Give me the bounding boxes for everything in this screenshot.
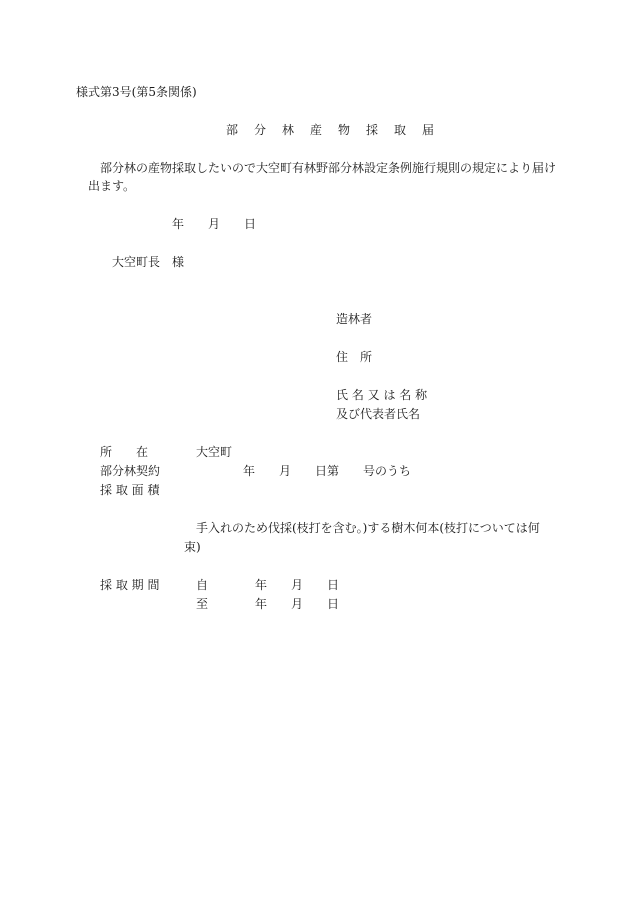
period-from-date: 年 月 日 (255, 578, 340, 592)
addressee: 大空町長 様 (112, 255, 185, 269)
description-line2: 束) (184, 540, 201, 554)
period-to-date: 年 月 日 (255, 597, 340, 611)
period-label: 採 取 期 間 (100, 578, 160, 592)
body-text-line1: 部分林の産物採取したいので大空町有林野部分林設定条例施行規則の規定により届け (100, 161, 557, 175)
description-line1: 手入れのため伐採(枝打を含む。)する樹木何本(枝打については何 (196, 521, 540, 535)
location-label: 所 在 (100, 445, 149, 459)
form-number: 様式第3号(第5条関係) (76, 85, 197, 99)
period-to-label: 至 (196, 597, 209, 611)
period-from-label: 自 (196, 578, 209, 592)
body-text-line2: 出ます。 (88, 179, 136, 193)
address-label: 住 所 (336, 350, 373, 364)
contract-value: 年 月 日第 号のうち (243, 464, 412, 478)
area-label: 採 取 面 積 (100, 483, 160, 497)
document-title: 部 分 林 産 物 採 取 届 (226, 123, 437, 137)
name-label-line1: 氏 名 又 は 名 称 (336, 388, 428, 402)
date-line: 年 月 日 (172, 217, 257, 231)
location-value: 大空町 (196, 445, 233, 459)
contract-label: 部分林契約 (100, 464, 161, 478)
forester-label: 造林者 (336, 312, 373, 326)
name-label-line2: 及び代表者氏名 (336, 407, 421, 421)
